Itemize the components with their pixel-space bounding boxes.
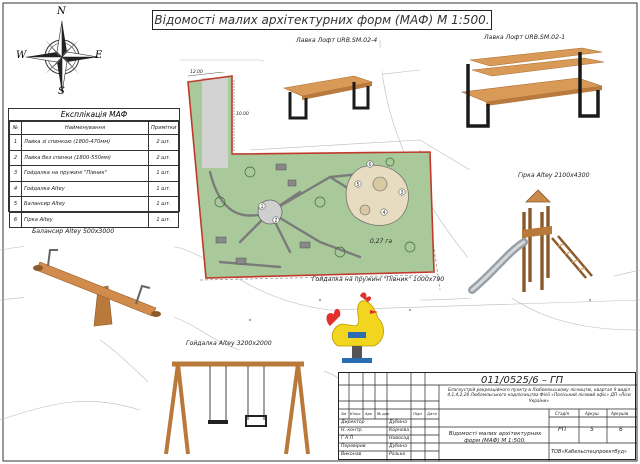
svg-text:5: 5 bbox=[356, 182, 360, 188]
stamp-project-desc: Благоустрій рекреаційного пункту в Любомльському лісництві, квартал 9 виділ 4,1,4,2,26 Любомльського надлісництва Філії «Поліський лісовий офіс» ДП «Ліси України» bbox=[447, 388, 631, 404]
bench-no-back-label: Лавка Лофт URB.SM.02-4 bbox=[296, 37, 378, 44]
stamp-role: Г А П bbox=[341, 436, 354, 441]
cell-num: 6 bbox=[10, 212, 22, 228]
stamp-col-izm: Зм bbox=[341, 411, 347, 416]
stamp-role: Директор bbox=[341, 420, 365, 425]
table-row bbox=[10, 166, 179, 182]
explication-table bbox=[8, 108, 180, 223]
svg-text:4: 4 bbox=[382, 210, 386, 216]
cell-name: Лавка зі спинкою (1800-470мм) bbox=[22, 135, 149, 151]
stamp-person: Корнєва bbox=[389, 428, 410, 433]
stamp-col-sign: Підп bbox=[413, 411, 423, 416]
table-row bbox=[10, 135, 179, 151]
slide-image bbox=[468, 182, 614, 298]
cell-note: 1 шт. bbox=[149, 197, 179, 213]
stamp-role: Н. контр. bbox=[341, 428, 364, 433]
compass-w-label: W bbox=[16, 50, 27, 61]
bench-back-image bbox=[452, 42, 622, 134]
cell-num: 3 bbox=[10, 166, 22, 182]
compass-e-label: E bbox=[95, 50, 103, 61]
sheet-title: Відомості малих архітектурних форм (МАФ) М 1:500. bbox=[152, 10, 492, 30]
explication-grid bbox=[9, 121, 179, 228]
cell-note: 1 шт. bbox=[149, 181, 179, 197]
stamp-drawing-title: Відомості малих архітектурних форм (МАФ) М 1:500. bbox=[448, 431, 542, 444]
stamp-col-ndoc: № док bbox=[377, 411, 390, 416]
stamp-person: Дубина bbox=[389, 444, 407, 449]
slide-label: Гірка Altey 2100х4300 bbox=[518, 172, 590, 179]
cell-note: 2 шт. bbox=[149, 135, 179, 151]
col-num: № bbox=[10, 122, 22, 135]
stamp-sheet: 5 bbox=[590, 426, 594, 433]
stamp-person: Дубина bbox=[389, 420, 407, 425]
swing-label: Гойдалка Altey 3200х2000 bbox=[186, 340, 272, 347]
title-block bbox=[338, 372, 636, 460]
svg-text:3: 3 bbox=[400, 190, 404, 196]
stamp-sheet-header: Аркуш bbox=[585, 411, 599, 416]
cell-num: 4 bbox=[10, 181, 22, 197]
stamp-col-date: Дата bbox=[427, 411, 437, 416]
plan-area-label: 0,27 га bbox=[370, 238, 393, 245]
cell-num: 2 bbox=[10, 150, 22, 166]
swing-image bbox=[148, 350, 324, 458]
stamp-col-kil: Кільк bbox=[350, 411, 361, 416]
cell-note: 2 шт. bbox=[149, 150, 179, 166]
cell-name: Гойдалка Altey bbox=[22, 181, 149, 197]
stamp-person: Разько bbox=[389, 452, 406, 457]
bench-no-back-image bbox=[264, 48, 382, 126]
col-note: Примітки bbox=[149, 122, 179, 135]
stamp-sheets-header: Аркушів bbox=[611, 411, 629, 416]
stamp-person: Новосад bbox=[389, 436, 410, 441]
stamp-stage-header: Стадія bbox=[555, 411, 569, 416]
stamp-role: Перевірив bbox=[341, 444, 366, 449]
svg-text:1: 1 bbox=[260, 204, 264, 210]
cell-name: Гойдалка на пружині "Півник" bbox=[22, 166, 149, 182]
explication-header-row bbox=[10, 122, 179, 135]
seesaw-image bbox=[24, 236, 174, 328]
rocker-image bbox=[322, 286, 396, 368]
compass-n-label: N bbox=[57, 6, 66, 17]
stamp-code: 011/0525/6 – ГП bbox=[481, 375, 564, 386]
table-row bbox=[10, 181, 179, 197]
stamp-stage: РП bbox=[558, 426, 567, 433]
bench-back-label: Лавка Лофт URB.SM.02-1 bbox=[484, 34, 566, 41]
compass-s-label: S bbox=[58, 86, 65, 97]
stamp-sheets: 6 bbox=[619, 426, 623, 433]
table-row bbox=[10, 212, 179, 228]
table-row bbox=[10, 150, 179, 166]
svg-text:6: 6 bbox=[368, 162, 372, 168]
explication-title: Експлікація МАФ bbox=[9, 109, 179, 121]
cell-note: 1 шт. bbox=[149, 212, 179, 228]
seesaw-label: Балансир Altey 500х3000 bbox=[32, 228, 115, 235]
plan-dim-top: 12.00 bbox=[190, 70, 203, 75]
stamp-col-arch: Арк bbox=[365, 411, 373, 416]
plan-dim-side: 10.00 bbox=[236, 112, 249, 117]
cell-name: Лавка без спинки (1800-550мм) bbox=[22, 150, 149, 166]
rocker-label: Гойдалка на пружині "Півник" 1000х790 bbox=[312, 276, 445, 283]
col-name: Найменування bbox=[22, 122, 149, 135]
cell-name: Гірка Altey bbox=[22, 212, 149, 228]
stamp-role: Виконав bbox=[341, 452, 362, 457]
svg-text:2: 2 bbox=[274, 218, 278, 224]
cell-num: 1 bbox=[10, 135, 22, 151]
stamp-org: ТОВ«Кабельспецпроектбуд» bbox=[551, 449, 628, 455]
title-block-grid bbox=[339, 373, 637, 461]
cell-note: 1 шт. bbox=[149, 166, 179, 182]
cell-num: 5 bbox=[10, 197, 22, 213]
table-row bbox=[10, 197, 179, 213]
cell-name: Балансир Altey bbox=[22, 197, 149, 213]
